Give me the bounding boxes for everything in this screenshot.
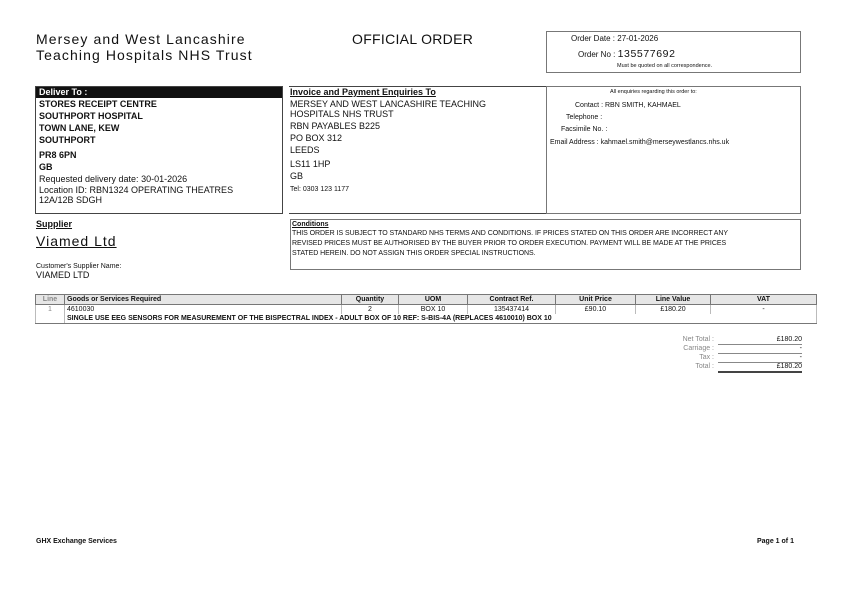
cell-goods: 4610030: [65, 305, 342, 315]
order-number: [578, 48, 676, 60]
tax-row: [658, 354, 804, 363]
order-lines-table: [35, 294, 817, 324]
telephone-label: Telephone :: [566, 114, 603, 121]
trust-name-line1: Mersey and West Lancashire: [36, 31, 246, 47]
deliver-to-heading: Deliver To :: [36, 87, 282, 98]
invoice-line-7: GB: [290, 171, 304, 181]
deliver-address-3: SOUTHPORT: [39, 135, 96, 145]
contact-value: RBN SMITH, KAHMAEL: [604, 102, 681, 109]
col-line: Line: [36, 295, 65, 305]
conditions-line-3: STATED HEREIN. DO NOT ASSIGN THIS ORDER SPECIAL INSTRUCTIONS.: [292, 250, 536, 257]
cell-description: SINGLE USE EEG SENSORS FOR MEASUREMENT OF THE BISPECTRAL INDEX - ADULT BOX OF 10 REF: S-BIS-4A (REPLACES 4610010) BOX 10: [65, 314, 817, 324]
deliver-address-1: SOUTHPORT HOSPITAL: [39, 111, 143, 121]
email-value: kahmael.smith@merseywestlancs.nhs.uk: [600, 139, 730, 146]
invoice-line-5: LEEDS: [290, 145, 320, 155]
total-value: £180.20: [718, 363, 802, 373]
net-total-label: Net Total :: [682, 336, 714, 343]
conditions-line-1: THIS ORDER IS SUBJECT TO STANDARD NHS TERMS AND CONDITIONS. IF PRICES STATED ON THIS ORDER ARE INCORRECT ANY: [292, 230, 729, 237]
supplier-name: Viamed Ltd: [36, 233, 117, 249]
invoice-heading: Invoice and Payment Enquiries To: [290, 87, 436, 97]
order-number-label: Order No :: [578, 50, 616, 59]
cell-line-value: £180.20: [636, 305, 711, 315]
invoice-line-3: RBN PAYABLES B225: [290, 121, 381, 131]
invoice-line-4: PO BOX 312: [290, 133, 343, 143]
totals-block: [658, 336, 804, 372]
fax-label: Facsimile No. :: [561, 126, 608, 133]
enquiries-box: [546, 86, 801, 214]
table-header-row: [36, 295, 817, 305]
invoice-line-2: HOSPITALS NHS TRUST: [290, 109, 394, 119]
conditions-line-2: REVISED PRICES MUST BE AUTHORISED BY THE BUYER PRIOR TO ORDER EXECUTION. PAYMENT WILL BE MADE AT THE PRICES: [292, 240, 727, 247]
deliver-to-box: [35, 86, 283, 214]
invoice-line-6: LS11 1HP: [290, 159, 331, 169]
net-total-row: [658, 336, 804, 345]
col-contract-ref: Contract Ref.: [468, 295, 556, 305]
deliver-country: GB: [39, 162, 53, 172]
order-number-note: Must be quoted on all correspondence.: [617, 63, 713, 69]
invoice-telephone: Tel: 0303 123 1177: [290, 186, 350, 193]
cell-empty: [36, 314, 65, 324]
total-row: [658, 363, 804, 372]
table-row-description: [36, 314, 817, 324]
col-uom: UOM: [399, 295, 468, 305]
order-date-value: 27-01-2026: [617, 34, 659, 43]
fax-row: [561, 126, 607, 133]
requested-delivery-date: Requested delivery date: 30-01-2026: [39, 174, 188, 184]
cell-unit-price: £90.10: [556, 305, 636, 315]
customer-supplier-label: Customer's Supplier Name:: [36, 263, 122, 270]
deliver-name: STORES RECEIPT CENTRE: [39, 99, 157, 109]
cell-vat: -: [711, 305, 817, 315]
contact-label: Contact :: [575, 102, 604, 109]
col-goods: Goods or Services Required: [65, 295, 342, 305]
footer-service-name: GHX Exchange Services: [36, 538, 117, 545]
net-total-value: £180.20: [718, 336, 802, 345]
cell-quantity: 2: [342, 305, 399, 315]
col-quantity: Quantity: [342, 295, 399, 305]
footer-page-number: Page 1 of 1: [757, 538, 794, 545]
invoice-box: [289, 86, 546, 214]
col-line-value: Line Value: [636, 295, 711, 305]
col-vat: VAT: [711, 295, 817, 305]
enquiries-title: All enquiries regarding this order to:: [610, 89, 697, 95]
conditions-heading: Conditions: [292, 221, 329, 228]
trust-name-line2: Teaching Hospitals NHS Trust: [36, 47, 253, 63]
order-date: [571, 34, 658, 43]
deliver-address-2: TOWN LANE, KEW: [39, 123, 120, 133]
conditions-box: [290, 219, 801, 270]
tax-value: -: [718, 354, 802, 363]
telephone-row: [566, 114, 602, 121]
trust-name: [36, 31, 253, 63]
customer-supplier-name: VIAMED LTD: [36, 270, 90, 280]
invoice-line-1: MERSEY AND WEST LANCASHIRE TEACHING: [290, 99, 487, 109]
order-info-box: [546, 31, 801, 73]
contact-row: [575, 102, 681, 109]
col-unit-price: Unit Price: [556, 295, 636, 305]
cell-contract-ref: 135437414: [468, 305, 556, 315]
cell-uom: BOX 10: [399, 305, 468, 315]
order-number-value: 135577692: [617, 48, 676, 60]
carriage-label: Carriage :: [683, 345, 714, 352]
cell-line: 1: [36, 305, 65, 315]
order-date-label: Order Date :: [571, 34, 616, 43]
deliver-postcode: PR8 6PN: [39, 150, 77, 160]
carriage-value: -: [718, 345, 802, 354]
document-title: OFFICIAL ORDER: [352, 31, 474, 47]
location-id-cont: 12A/12B SDGH: [39, 195, 103, 205]
tax-label: Tax :: [699, 354, 714, 361]
table-row: [36, 305, 817, 315]
supplier-heading: Supplier: [36, 219, 73, 229]
total-label: Total :: [695, 363, 714, 370]
location-id: Location ID: RBN1324 OPERATING THEATRES: [39, 185, 234, 195]
email-row: [550, 139, 729, 146]
email-label: Email Address :: [550, 139, 599, 146]
carriage-row: [658, 345, 804, 354]
